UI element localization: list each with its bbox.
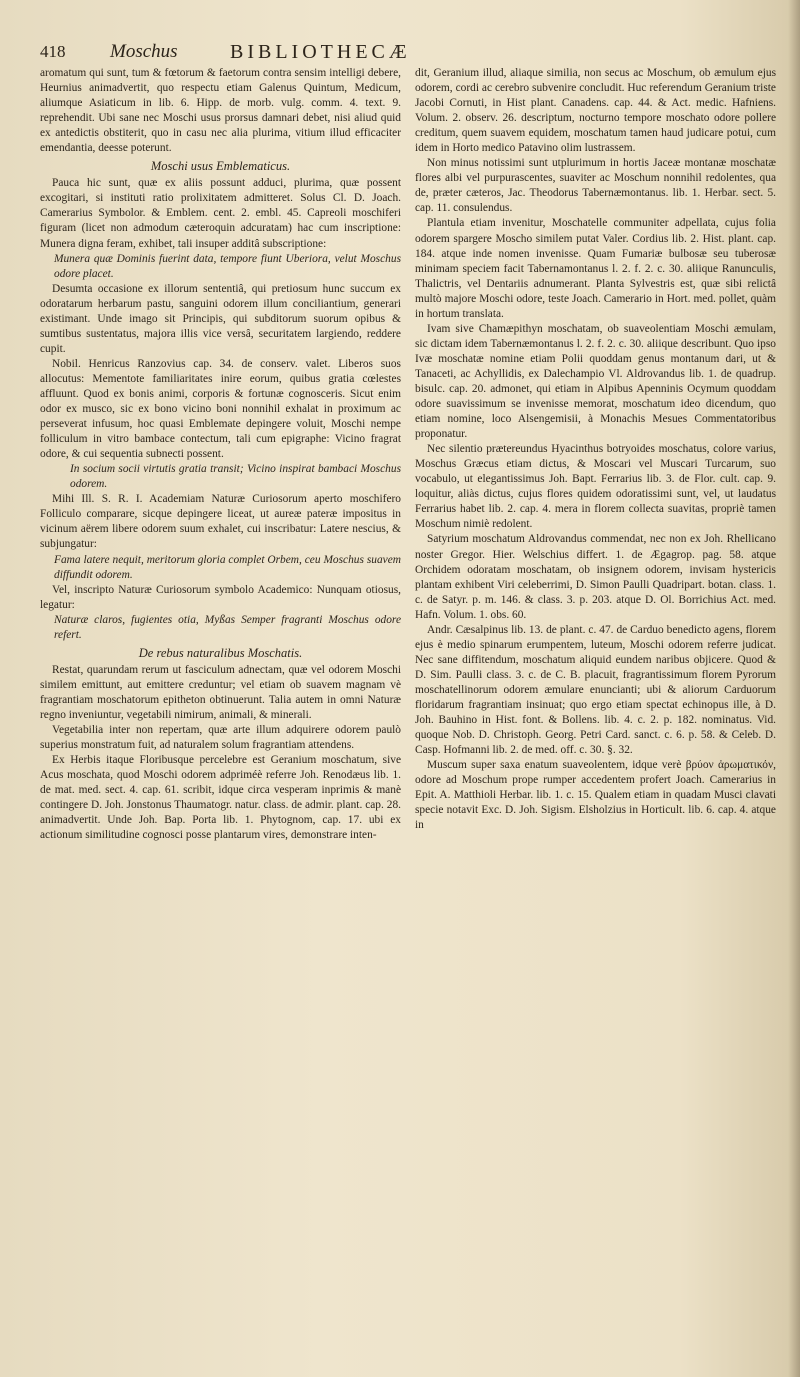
paragraph: Restat, quarundam rerum ut fasciculum adnectam, quæ vel odorem Moschi similem emittunt, aut emittere creduntur; vel etiam ob suavem magnam vè fragrantiam moschatorum epitheton obtinuerunt. Talia autem in omni Naturæ regno inveniuntur, vegetabili nimirum, animali, & minerali. [40, 663, 401, 721]
verse-quote: In socium socii virtutis gratia transit; Vicino inspirat bambaci Moschus odorem. [70, 463, 401, 491]
verse-quote: Fama latere nequit, meritorum gloria complet Orbem, ceu Moschus suavem diffundit odorem. [54, 553, 401, 581]
page-number: 418 [40, 42, 66, 61]
left-column [40, 66, 401, 1369]
running-name: Moschus [110, 41, 178, 62]
paragraph: Andr. Cæsalpinus lib. 13. de plant. c. 47. de Carduo benedicto agens, florem ejus è medio spinarum erumpentem, luteum, Moschi odorem referre judicat. Nec sane diffitendum, moschatum aliquid eundem naribus objicere. Quod & D. Sim. Paulli class. 3. c. de C. B. placuit, fragrantissimum florem Pyrorum moschatellinorum odorem æmulare enuncianti; ubi & aliorum Carduorum floridarum fragrantiam insinuat; quo ergo etiam spectat echinopus ille, à D. Joh. Bauhino in Hist. font. & Bollens. lib. 4. c. 2. p. 182. nominatus. Vid. quoque Nob. D. Christoph. Georg. Petri Card. sanct. c. 6. p. 58. & Celeb. D. Casp. Hofmanni lib. 2. de med. off. c. 30. §. 32. [415, 623, 776, 757]
section-heading: De rebus naturalibus Moschatis. [138, 645, 303, 660]
paragraph: Pauca hic sunt, quæ ex aliis possunt adduci, plurima, quæ possent excogitari, si instituti ratio prolixitatem admitteret. Solus Cl. D. Joach. Camerarius Symbolor. & Emblem. cent. 2. embl. 45. Capreoli moschiferi figuram (licet non admodum cæteroquin adcuratam) hac cum inscriptione: Munera digna feram, exhibet, tali insuper additâ subscriptione: [40, 177, 401, 250]
paragraph: Ex Herbis itaque Floribusque percelebre est Geranium moschatum, sive Acus moschata, quod Moschi odorem adpriméè referre Joh. Renodæus lib. 1. de mat. med. sect. 4. cap. 61. scribit, idque circa vesperam inprimis & manè contingere D. Joh. Jonstonus Thaumatogr. natur. class. de admir. plant. cap. 28. animadvertit. Unde Joh. Bap. Porta lib. 1. Phytognom, cap. 17. ubi ex actionum similitudine cognosci posse plantarum vires, demonstrare inten- [40, 754, 401, 842]
paragraph: Satyrium moschatum Aldrovandus commendat, nec non ex Joh. Rhellicano noster Gregor. Hier. Welschius differt. 1. de Ægagrop. pag. 58. atque Orchidem odoratam moschatam, ob insignem odorem, invisam hystericis plantam exhibent Viri celeberrimi, D. Simon Paulli Quadripart. botan. class. 1. c. de Satyr. p. m. 146. & class. 3. p. 203. atque D. Ol. Borrichius Act. med. Hafn. Volum. 1. obs. 60. [415, 533, 776, 621]
section-heading: Moschi usus Emblematicus. [150, 159, 291, 174]
paragraph: Mihi Ill. S. R. I. Academiam Naturæ Curiosorum aperto moschifero Folliculo comparare, sicque depingere liceat, ut aureæ pateræ impositus in vicinum aërem libere odorem suum exhalet, cui inscribatur: Latere nescius, & subjungatur: [40, 493, 401, 551]
paragraph: dit, Geranium illud, aliaque similia, non secus ac Moschum, ob æmulum ejus odorem, cordi ac cerebro subvenire concludit. Huc referendum Geranium triste Jacobi Cornuti, in Hist plant. Canadens. cap. 44. & Act. medic. Hafniens. Volum. 2. observ. 26. descriptum, nocturno tempore moschato odore pollere creditum, quem suavem equidem, moschatum tamen haud judicare potui, cum idem in Horto medico Patavino olim lustrassem. [415, 67, 776, 155]
paragraph: Plantula etiam invenitur, Moschatelle communiter adpellata, cujus folia odorem spargere Moscho similem putat Valer. Cordius lib. 2. Hist. plant. cap. 184. atque inde nomen invenisse. Quam Fumariæ bulbosæ seu tuberosæ minimam speciem facit Tabernamontanus l. 2. f. 2. c. 30. aliique Ranunculis, Thalictris, vel Dentariis adnumerant. Planta Sylvestris est, quæ sibi relictâ multò majore Moschi odore, teste Joach. Camerario in Hort. med. pollet, quàm in hortum translata. [415, 217, 776, 320]
paragraph: Vegetabilia inter non repertam, quæ arte illum adquirere odorem paulò superius monstratum fuit, ad naturalem solum fragrantiam attendens. [40, 724, 401, 752]
verse-quote: Munera quæ Dominis fuerint data, tempore fiunt Uberiora, velut Moschus odore placet. [54, 252, 401, 280]
verse-quote: Naturæ claros, fugientes otia, Myßas Semper fragranti Moschus odore refert. [54, 613, 401, 641]
paragraph: Desumta occasione ex illorum sententiâ, qui pretiosum hunc succum ex odoratarum herbarum pastu, sanguini odorem illum conciliantium, generari existimant. Unde imago sit Principis, qui subditorum suorum opibus & sumtibus sustentatus, majora illis vice versâ, securitatem largiendo, reddere cupit. [40, 282, 401, 355]
paragraph: Ivam sive Chamæpithyn moschatam, ob suaveolentiam Moschi æmulam, sic dictam idem Tabernæmontanus l. 2. f. 2. c. 30. aliique describunt. Quo ipso Ivæ moschatæ nomine etiam Polii quoddam genus montanum dari, ut & Tanaceti, ac Achyllidis, ex Dalechampio Vl. Aldrovandus lib. 1. de quadrup. bisulc. cap. 20. admonet, qui etiam in Alpibus Apenninis Ocymum quoddam odore suavissimum se invenisse memorat, moschatum ideo dicendum, quo etiam nomine, loco Alsengemisii, à Monachis Mesues Commentatoribus proponatur. [415, 322, 776, 441]
paragraph: Non minus notissimi sunt utplurimum in hortis Jaceæ montanæ moschatæ flores albi vel purpurascentes, suaviter ac Moschum nonnihil redolentes, qua de, præter cæteros, Jac. Theodorus Tabernæmontanus. lib. 1. Herbar. sect. 5. cap. 11. consulendus. [415, 157, 776, 215]
right-column [415, 66, 776, 1369]
paragraph: Nec silentio prætereundus Hyacinthus botryoides moschatus, colore varius, Moschus Græcus etiam dictus, & Moscari vel Muscari Turcarum, suo vocabulo, ut elegantissimus Joh. Bapt. Ferrarius lib. 3. de Flor. cult. cap. 9. loquitur, aliàs dictus, cujus flores quidem odoratissimi sunt, vel, ut laudatus Ferrarius habet lib. 2. cap. 4. mera in florem collecta suavitas, propriè tamen Moschum nimiè redolent. [415, 443, 776, 531]
paragraph: Nobil. Henricus Ranzovius cap. 34. de conserv. valet. Liberos suos allocutus: Mementote familiaritates inire eorum, quibus gratia cœlestes affluunt. Quod ex bonis animi, corporis & fortunæ cognosceris. Sicut enim odor ex musco, sic ex bono vicino boni nonnihil exhalat in proximum ac perseverat infusum, hoc quasi Emblemate depingere voluit, Moschi nempe folliculum in vitro bambace contectum, tali cum epigraphe: Vicino fragrat odore, & cui sequentia subnecti possent. [40, 357, 401, 461]
paragraph: Muscum super saxa enatum suaveolentem, idque verè βρύον ἀρωματικόν, odore ad Moschum prope rumper accedentem profert Joach. Camerarius in Epit. A. Matthioli Herbar. lib. 1. c. 15. Qualem etiam in quadam Musci clavati specie notavit Exc. D. Joh. Sigism. Elsholzius in Horticult. lib. 6. cap. 4. atque in [415, 759, 776, 832]
running-header [40, 42, 774, 64]
running-title: BIBLIOTHECÆ [230, 41, 411, 63]
paragraph: Vel, inscripto Naturæ Curiosorum symbolo Academico: Nunquam otiosus, legatur: [40, 583, 401, 611]
paragraph: aromatum qui sunt, tum & fœtorum & faetorum contra sensim intelligi debere, Heurnius animadvertit, quo respectu etiam Galenus Quintum, Medicum, aliumque Asiaticum in lib. 6. Hipp. de morb. vulg. comm. 4. text. 9. reprehendit. Ubi sane nec Moschi usus prorsus damnari debet, nisi aliud quid ex antedictis obstiterit, quo in casu nec alia plurima, vitium illud efficaciter emendantia, deesse poterunt. [40, 67, 401, 155]
text-columns [40, 66, 776, 1369]
